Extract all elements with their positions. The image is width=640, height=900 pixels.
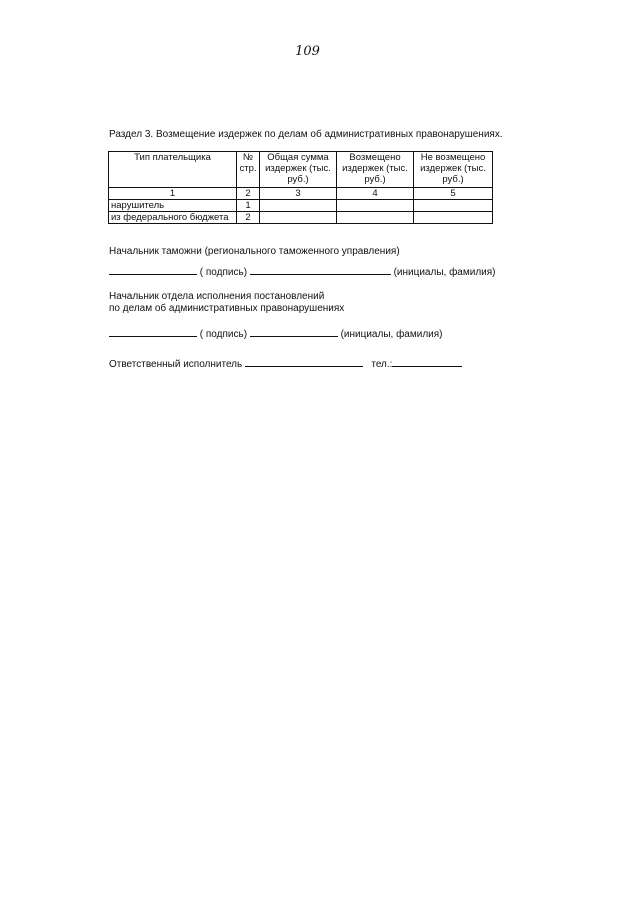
dept-head-title-line2: по делам об административных правонарушениях bbox=[109, 303, 345, 314]
payer-cell: нарушитель bbox=[109, 200, 237, 212]
column-index-row bbox=[109, 188, 493, 200]
head-signature-label: ( подпись) bbox=[199, 267, 248, 278]
phone-blank[interactable] bbox=[392, 357, 462, 367]
reimbursed-cell[interactable] bbox=[337, 200, 414, 212]
column-index: 2 bbox=[237, 188, 260, 200]
head-name-label: (инициалы, фамилия) bbox=[393, 267, 496, 278]
executor-name-blank[interactable] bbox=[245, 357, 363, 367]
executor-label: Ответственный исполнитель bbox=[109, 359, 243, 370]
not-reimbursed-cell[interactable] bbox=[414, 200, 493, 212]
column-index: 4 bbox=[337, 188, 414, 200]
line-number-cell: 2 bbox=[237, 212, 260, 224]
executor-line bbox=[109, 357, 462, 370]
page-number: 109 bbox=[295, 44, 320, 59]
dept-name-blank[interactable] bbox=[250, 327, 338, 337]
costs-table bbox=[108, 151, 493, 224]
reimbursed-cell[interactable] bbox=[337, 212, 414, 224]
column-index: 1 bbox=[109, 188, 237, 200]
dept-signature-blank[interactable] bbox=[109, 327, 197, 337]
total-costs-cell[interactable] bbox=[260, 200, 337, 212]
head-signature-line bbox=[109, 265, 496, 278]
head-name-blank[interactable] bbox=[250, 265, 391, 275]
not-reimbursed-cell[interactable] bbox=[414, 212, 493, 224]
header-not-reimbursed: Не возмещено издержек (тыс. руб.) bbox=[414, 152, 493, 188]
dept-head-title-line1: Начальник отдела исполнения постановлений bbox=[109, 291, 325, 302]
phone-label: тел.: bbox=[371, 359, 393, 370]
table-row bbox=[109, 212, 493, 224]
header-reimbursed: Возмещено издержек (тыс. руб.) bbox=[337, 152, 414, 188]
dept-name-label: (инициалы, фамилия) bbox=[340, 329, 443, 340]
total-costs-cell[interactable] bbox=[260, 212, 337, 224]
payer-cell: из федерального бюджета bbox=[109, 212, 237, 224]
dept-signature-line bbox=[109, 327, 443, 340]
table-row bbox=[109, 200, 493, 212]
column-index: 5 bbox=[414, 188, 493, 200]
section-title: Раздел 3. Возмещение издержек по делам об административных правонарушениях. bbox=[109, 129, 503, 140]
table-header-row bbox=[109, 152, 493, 188]
column-index: 3 bbox=[260, 188, 337, 200]
header-total-costs: Общая сумма издержек (тыс. руб.) bbox=[260, 152, 337, 188]
line-number-cell: 1 bbox=[237, 200, 260, 212]
header-line-number: № стр. bbox=[237, 152, 260, 188]
dept-signature-label: ( подпись) bbox=[199, 329, 248, 340]
head-of-customs-title: Начальник таможни (регионального таможенного управления) bbox=[109, 246, 400, 257]
head-signature-blank[interactable] bbox=[109, 265, 197, 275]
header-payer-type: Тип плательщика bbox=[109, 152, 237, 188]
